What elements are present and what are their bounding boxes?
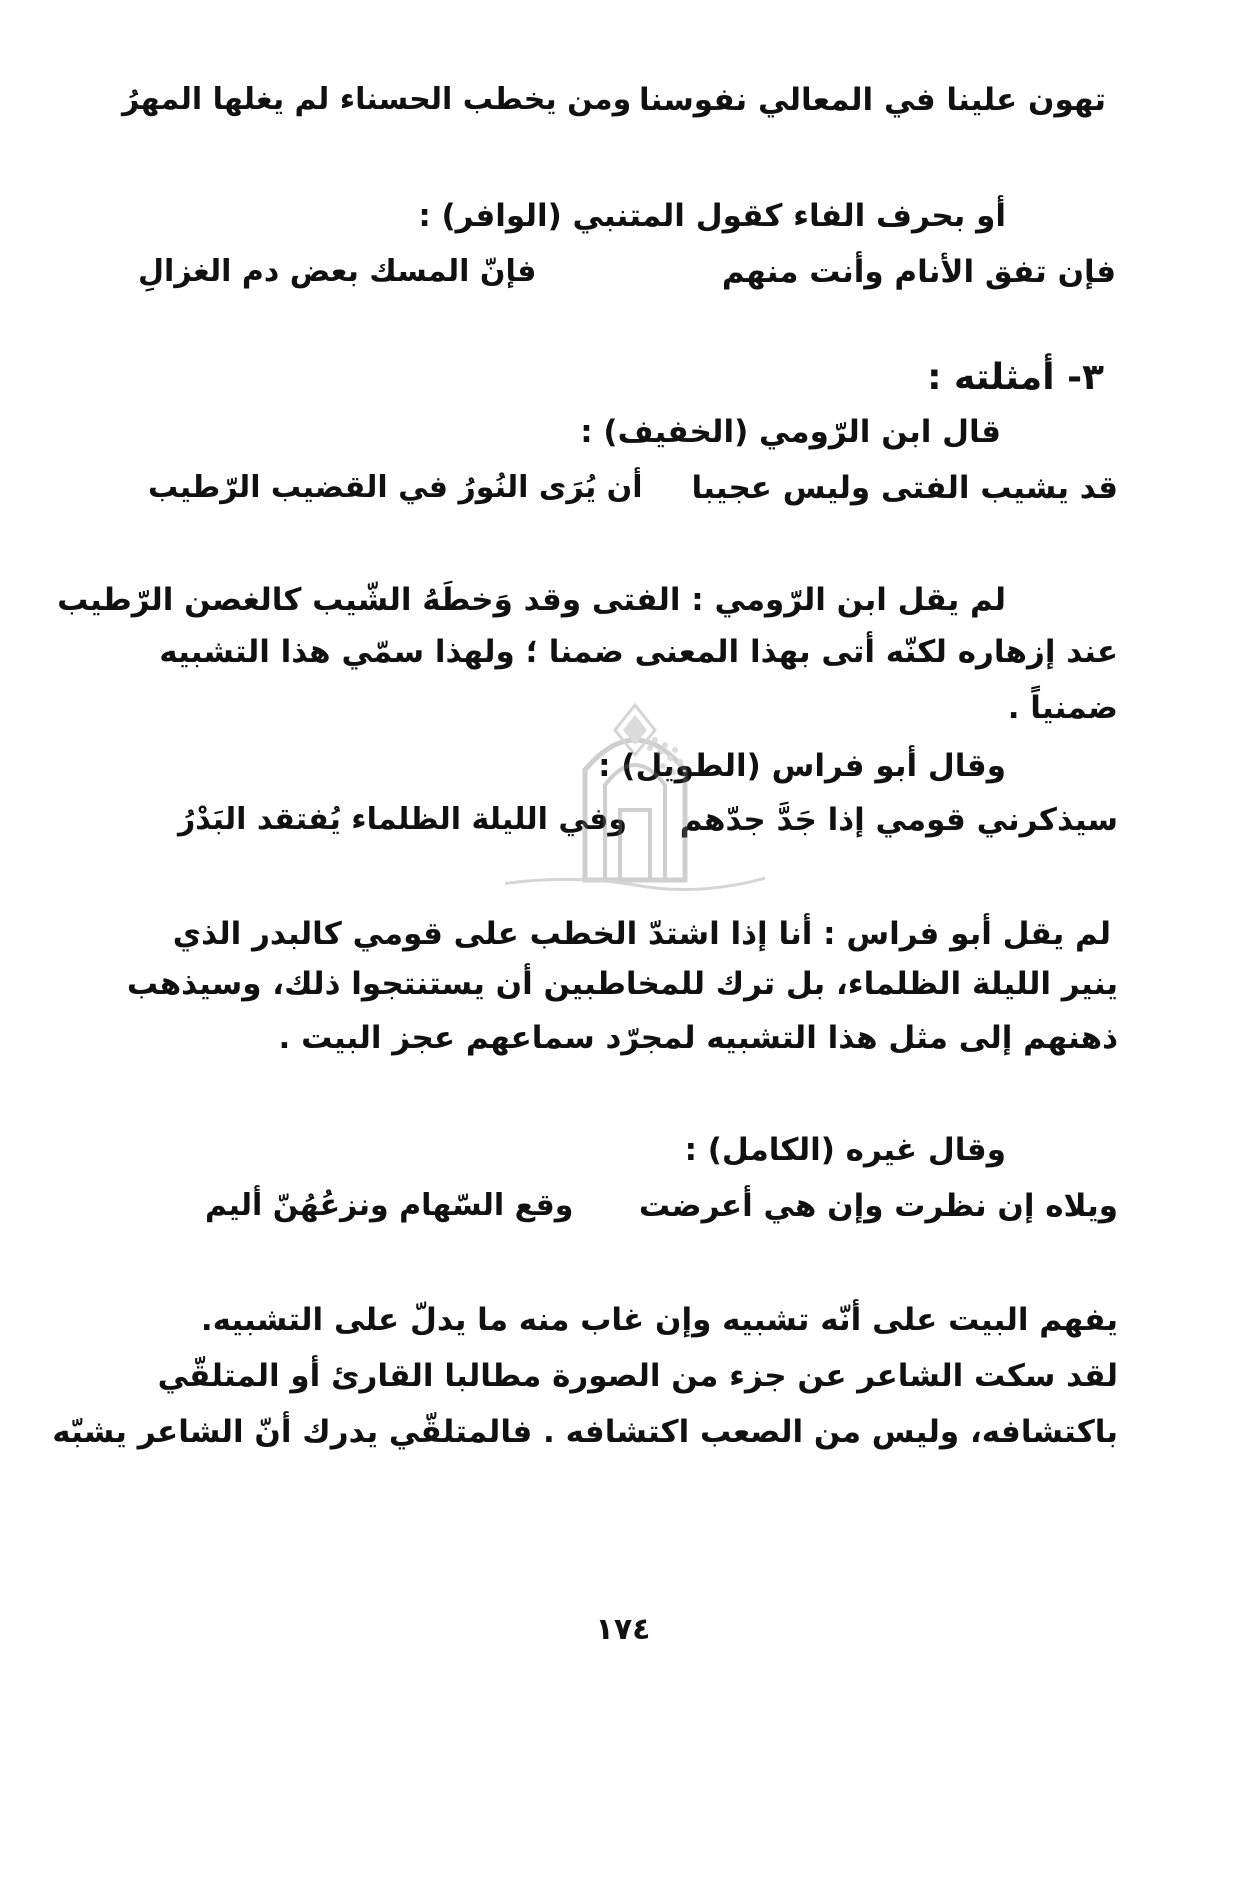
verse-4-first-hemistich: سيذكرني قومي إذا جَدَّ جدّهم xyxy=(679,802,1118,838)
watermark-emblem-icon xyxy=(505,700,765,900)
verse-1-first-hemistich: تهون علينا في المعالي نفوسنا xyxy=(639,82,1106,118)
intro-mutanabbi: أو بحرف الفاء كقول المتنبي (الوافر) : xyxy=(418,198,1006,234)
verse-4-second-hemistich: وفي الليلة الظلماء يُفتقد البَدْرُ xyxy=(178,802,628,837)
verse-3-first-hemistich: قد يشيب الفتى وليس عجيبا xyxy=(691,470,1118,506)
paragraph-1-line-1: لم يقل ابن الرّومي : الفتى وقد وَخطَهُ الشّيب كالغصن الرّطيب xyxy=(57,582,1006,618)
paragraph-2-line-1: لم يقل أبو فراس : أنا إذا اشتدّ الخطب على قومي كالبدر الذي xyxy=(172,916,1111,952)
paragraph-3-line-1: يفهم البيت على أنّه تشبيه وإن غاب منه ما يدلّ على التشبيه. xyxy=(200,1302,1118,1338)
paragraph-1-line-2: عند إزهاره لكنّه أتى بهذا المعنى ضمنا ؛ ولهذا سمّي هذا التشبيه xyxy=(159,634,1118,670)
section-heading: ٣- أمثلته : xyxy=(927,357,1104,398)
verse-1-second-hemistich: ومن يخطب الحسناء لم يغلها المهرُ xyxy=(122,82,632,117)
paragraph-2-line-3: ذهنهم إلى مثل هذا التشبيه لمجرّد سماعهم عجز البيت . xyxy=(278,1020,1118,1056)
paragraph-3-line-2: لقد سكت الشاعر عن جزء من الصورة مطالبا القارئ أو المتلقّي xyxy=(157,1358,1118,1394)
intro-ibn-rumi: قال ابن الرّومي (الخفيف) : xyxy=(580,414,1001,450)
verse-2-first-hemistich: فإن تفق الأنام وأنت منهم xyxy=(721,254,1116,290)
page-number: ١٧٤ xyxy=(595,1612,651,1647)
watermark-logo xyxy=(505,700,765,900)
paragraph-1-line-3: ضمنياً . xyxy=(1007,690,1118,726)
verse-3-second-hemistich: أن يُرَى النُورُ في القضيب الرّطيب xyxy=(148,470,643,505)
verse-5-second-hemistich: وقع السّهام ونزعُهُنّ أليم xyxy=(205,1188,574,1223)
verse-2-second-hemistich: فإنّ المسك بعض دم الغزالِ xyxy=(138,254,537,289)
verse-5-first-hemistich: ويلاه إن نظرت وإن هي أعرضت xyxy=(638,1188,1118,1224)
intro-other-poet: وقال غيره (الكامل) : xyxy=(684,1132,1006,1168)
intro-abu-firas: وقال أبو فراس (الطويل) : xyxy=(598,748,1006,784)
paragraph-2-line-2: ينير الليلة الظلماء، بل ترك للمخاطبين أن يستنتجوا ذلك، وسيذهب xyxy=(126,966,1118,1002)
paragraph-3-line-3: باكتشافه، وليس من الصعب اكتشافه . فالمتلقّي يدرك أنّ الشاعر يشبّه xyxy=(52,1414,1118,1450)
